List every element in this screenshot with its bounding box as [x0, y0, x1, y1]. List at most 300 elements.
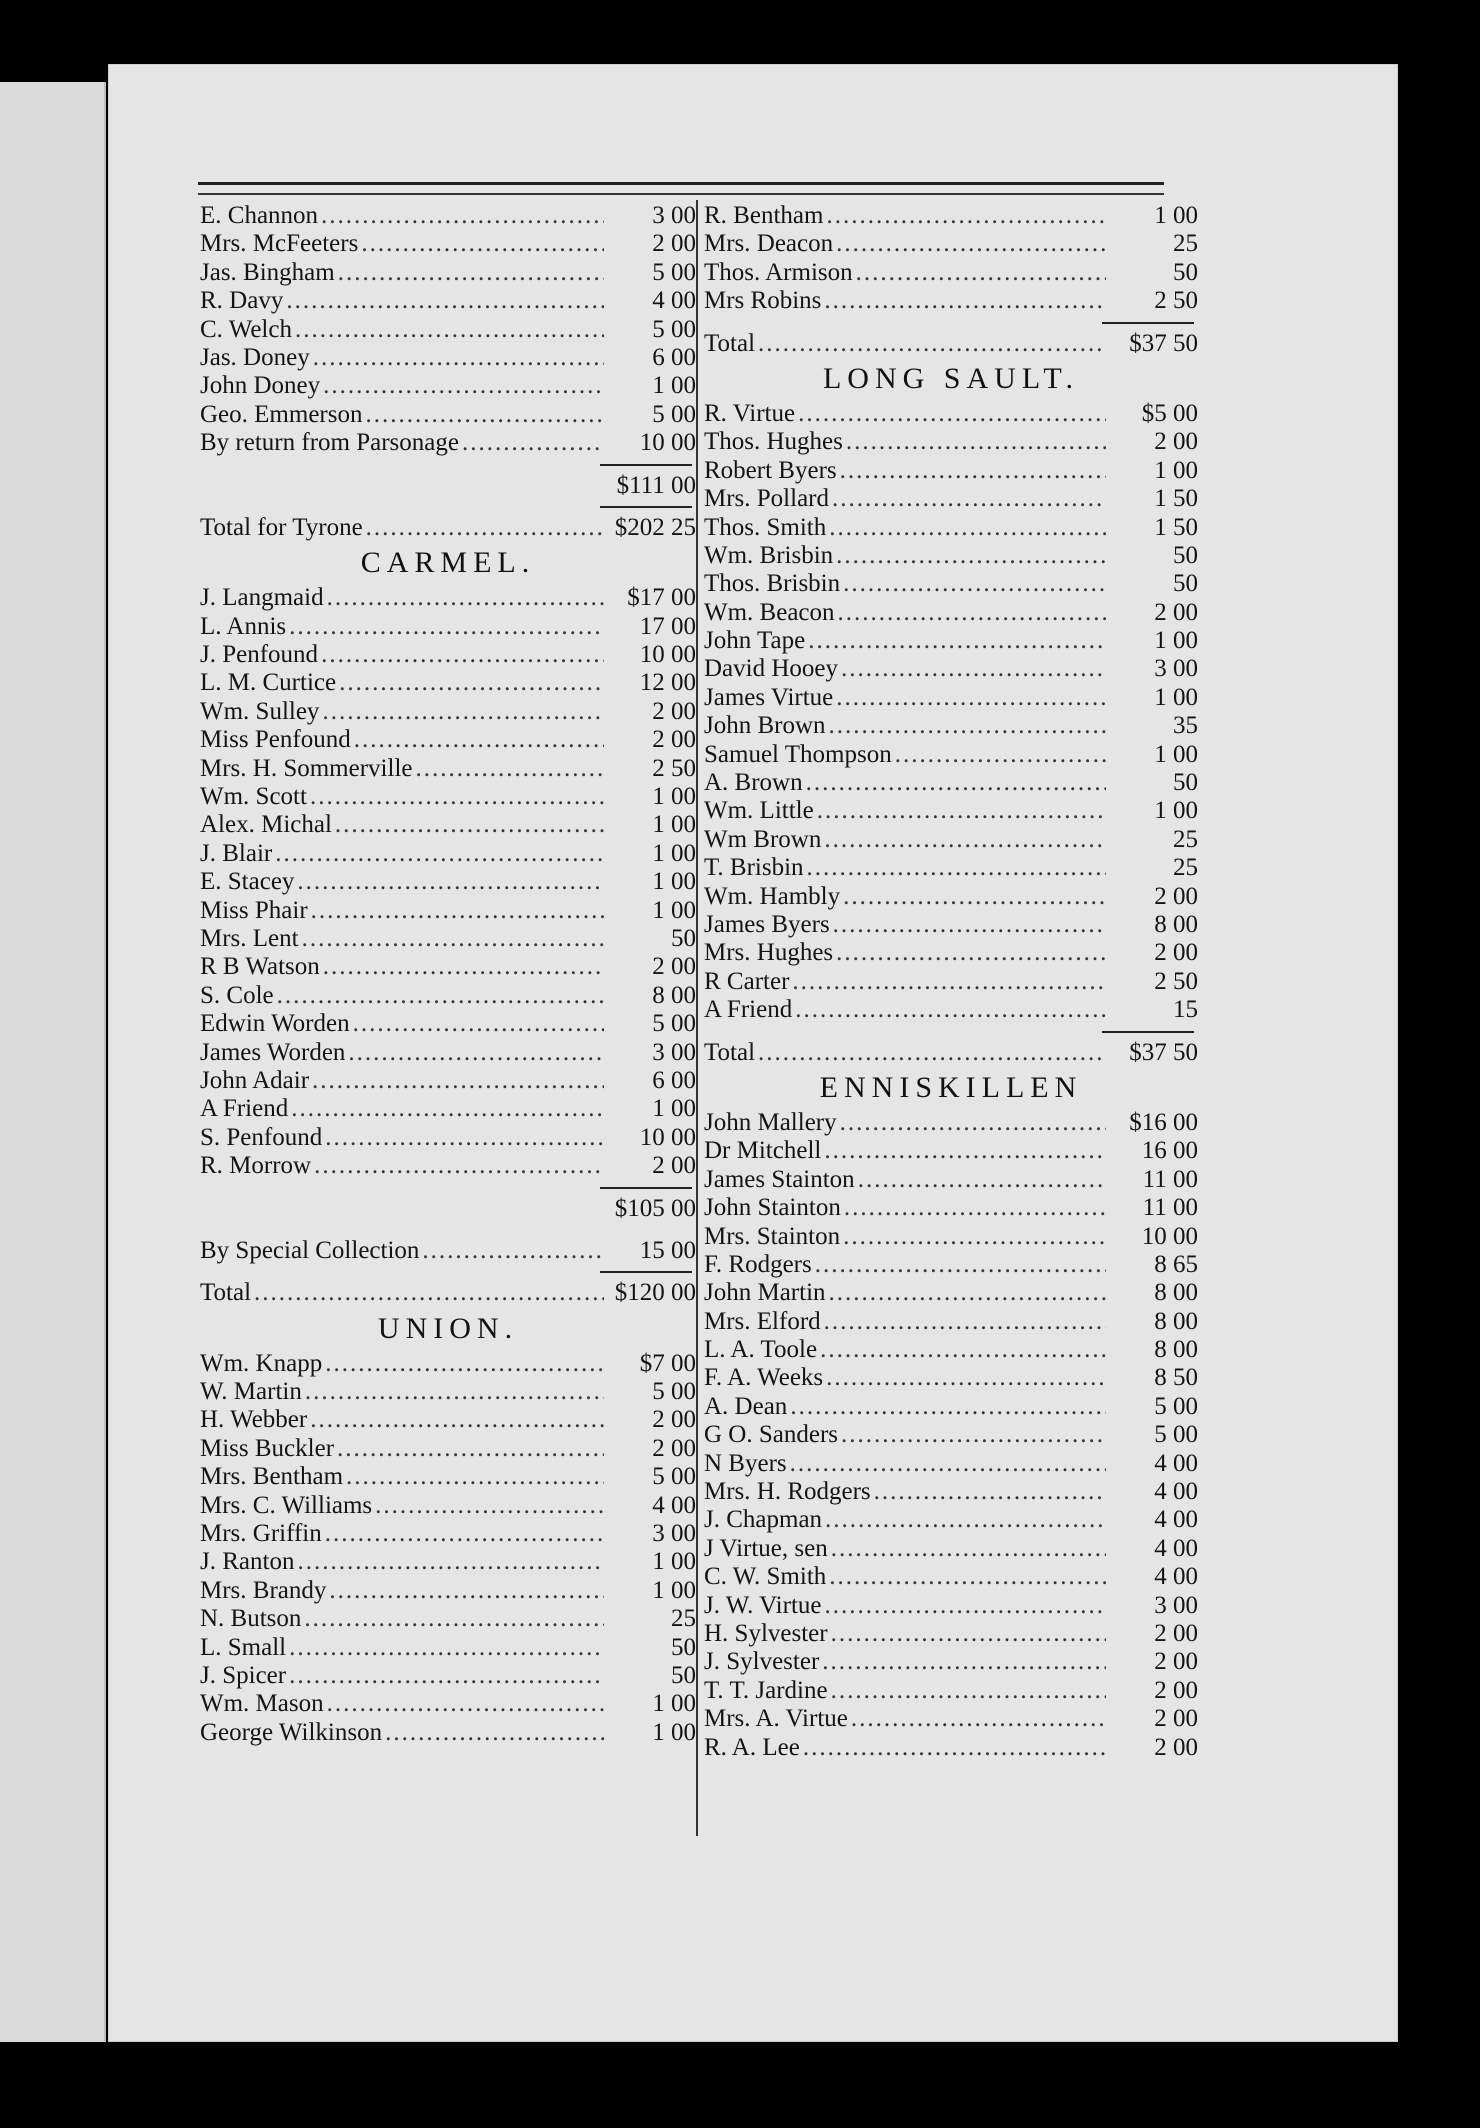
list-item [704, 400, 1198, 428]
total-label: Total [200, 1279, 252, 1307]
list-item [200, 1406, 696, 1434]
entry-name: Mrs. H. Sommerville [200, 754, 413, 782]
entry-name: J. Chapman [704, 1506, 823, 1534]
dot-leader [354, 726, 604, 754]
entry-name: George Wilkinson [200, 1718, 383, 1746]
entry-name: L. Annis [200, 612, 287, 640]
list-item [704, 769, 1198, 797]
list-item [200, 1124, 696, 1152]
entry-amount: 2 00 [1154, 882, 1198, 910]
entry-name: T. T. Jardine [704, 1676, 828, 1704]
dot-leader [792, 968, 1106, 996]
entry-name: R Carter [704, 967, 790, 995]
dot-leader [836, 684, 1106, 712]
entry-amount: 2 00 [652, 1406, 696, 1434]
list-item [200, 669, 696, 697]
total-amount: $37 50 [1129, 329, 1198, 357]
dot-leader [337, 1435, 604, 1463]
list-item [704, 1223, 1198, 1251]
entry-name: James Virtue [704, 683, 834, 711]
entry-name: H. Webber [200, 1406, 308, 1434]
dot-leader [375, 1492, 604, 1520]
list-item [704, 684, 1198, 712]
entry-name: W. Martin [200, 1378, 302, 1406]
list-item [200, 584, 696, 612]
entry-amount: 8 50 [1154, 1364, 1198, 1392]
list-item [200, 641, 696, 669]
entry-amount: 2 00 [652, 726, 696, 754]
dot-leader [824, 1308, 1106, 1336]
entry-name: J. Spicer [200, 1661, 287, 1689]
entry-amount: 2 00 [652, 697, 696, 725]
entry-amount: 1 00 [1154, 740, 1198, 768]
list-item [200, 1152, 696, 1180]
entry-name: Edwin Worden [200, 1010, 350, 1038]
total-label: Total for Tyrone [200, 513, 363, 541]
list-item [704, 741, 1198, 769]
entry-name: Thos. Brisbin [704, 570, 841, 598]
entry-amount: 2 00 [652, 953, 696, 981]
entry-amount: 2 00 [652, 1434, 696, 1462]
dot-leader [416, 755, 605, 783]
dot-leader [312, 1067, 604, 1095]
list-item [704, 1393, 1198, 1421]
entry-name: F. A. Weeks [704, 1364, 824, 1392]
dot-leader [790, 1393, 1106, 1421]
entry-name: Wm. Hambly [704, 882, 841, 910]
list-item [200, 230, 696, 258]
dot-leader [824, 287, 1106, 315]
dot-leader [321, 202, 604, 230]
entry-amount: 50 [671, 1661, 696, 1689]
list-item [200, 1662, 696, 1690]
entry-name: Miss Buckler [200, 1434, 335, 1462]
entry-amount: 16 00 [1141, 1137, 1198, 1165]
entry-amount: 25 [671, 1605, 696, 1633]
entry-name: T. Brisbin [704, 854, 804, 882]
dot-leader [856, 259, 1106, 287]
entry-amount: 5 00 [652, 400, 696, 428]
list-item [200, 726, 696, 754]
list-item [200, 613, 696, 641]
entry-name: John Mallery [704, 1108, 837, 1136]
entry-amount: $5 00 [1141, 399, 1198, 427]
entry-name: Mrs. McFeeters [200, 230, 359, 258]
carmel-subtotal [200, 1195, 696, 1223]
entry-amount: 2 00 [652, 1152, 696, 1180]
entry-amount: 4 00 [652, 1491, 696, 1519]
entry-amount: 1 50 [1154, 513, 1198, 541]
dot-leader [843, 1223, 1106, 1251]
entry-name: J. Blair [200, 839, 273, 867]
entry-amount: 2 00 [1154, 1733, 1198, 1761]
list-item [200, 259, 696, 287]
entry-amount: 3 00 [1154, 1591, 1198, 1619]
dot-leader [815, 1251, 1106, 1279]
dot-leader [329, 1577, 604, 1605]
entry-amount: 50 [1173, 570, 1198, 598]
entry-amount: 8 00 [1154, 1279, 1198, 1307]
dot-leader [297, 868, 604, 896]
entry-name: J. Penfound [200, 641, 319, 669]
list-item [704, 797, 1198, 825]
dot-leader [826, 1364, 1106, 1392]
dot-leader [295, 316, 604, 344]
dot-leader [807, 854, 1106, 882]
dot-leader [365, 401, 604, 429]
entry-amount: 50 [1173, 258, 1198, 286]
list-item [704, 457, 1198, 485]
entry-name: John Brown [704, 712, 826, 740]
dot-leader [843, 883, 1106, 911]
entry-name: J Virtue, sen [704, 1534, 828, 1562]
list-item [704, 1563, 1198, 1591]
dot-leader [361, 230, 604, 258]
entry-name: Thos. Hughes [704, 428, 843, 456]
entry-amount: 11 00 [1142, 1165, 1198, 1193]
entry-amount: 1 00 [652, 1576, 696, 1604]
list-item [704, 1677, 1198, 1705]
list-item [200, 1690, 696, 1718]
entry-name: S. Penfound [200, 1123, 323, 1151]
section-heading-long-sault: LONG SAULT. [822, 361, 1079, 395]
list-item [200, 1577, 696, 1605]
list-item [200, 287, 696, 315]
section-heading-union: UNION. [377, 1311, 519, 1345]
entry-amount: 4 00 [1154, 1449, 1198, 1477]
entry-amount: 1 00 [652, 783, 696, 811]
entry-amount: 1 00 [652, 868, 696, 896]
list-item [704, 259, 1198, 287]
total-amount: $120 00 [614, 1279, 696, 1307]
list-item [704, 1166, 1198, 1194]
list-item [200, 1435, 696, 1463]
entry-name: Jas. Doney [200, 343, 310, 371]
list-item [704, 599, 1198, 627]
list-item [704, 428, 1198, 456]
entry-name: L. A. Toole [704, 1336, 818, 1364]
list-item [200, 1634, 696, 1662]
entry-amount: 5 00 [652, 1378, 696, 1406]
dot-leader [339, 669, 604, 697]
list-item [704, 1734, 1198, 1762]
entry-name: G O. Sanders [704, 1421, 839, 1449]
list-item [200, 1067, 696, 1095]
entry-name: Geo. Emmerson [200, 400, 363, 428]
entry-name: Wm. Knapp [200, 1349, 323, 1377]
dot-leader [310, 783, 604, 811]
dot-leader [822, 1648, 1106, 1676]
entry-name: Miss Penfound [200, 726, 351, 754]
entry-amount: 6 00 [652, 1066, 696, 1094]
entry-name: David Hooey [704, 655, 838, 683]
dot-leader [844, 1194, 1106, 1222]
entry-name: Jas. Bingham [200, 258, 335, 286]
entry-name: Mrs. Bentham [200, 1463, 344, 1491]
entry-name: Samuel Thompson [704, 740, 892, 768]
list-item [704, 1109, 1198, 1137]
entry-name: Dr Mitchell [704, 1137, 822, 1165]
entry-amount: $7 00 [639, 1349, 696, 1377]
list-item [704, 1506, 1198, 1534]
entry-amount: 15 00 [639, 1236, 696, 1264]
entry-amount: 5 00 [652, 315, 696, 343]
dot-leader [304, 1605, 604, 1633]
entry-name: John Doney [200, 372, 321, 400]
list-item [704, 1421, 1198, 1449]
entry-amount: 1 00 [1154, 627, 1198, 655]
dot-leader [841, 655, 1106, 683]
entry-amount: 1 00 [652, 1095, 696, 1123]
entry-amount: 10 00 [1141, 1222, 1198, 1250]
list-item [704, 202, 1198, 230]
list-item [200, 1350, 696, 1378]
top-double-rule [198, 182, 1164, 195]
list-item [200, 1605, 696, 1633]
entry-amount: 1 50 [1154, 485, 1198, 513]
dot-leader [832, 485, 1106, 513]
dot-leader [348, 1039, 604, 1067]
subtotal-rule [200, 1265, 696, 1279]
entry-amount: 3 00 [652, 1038, 696, 1066]
entry-amount: 5 00 [1154, 1421, 1198, 1449]
dot-leader [305, 1378, 604, 1406]
entry-name: By return from Parsonage [200, 429, 459, 457]
special-collection [200, 1237, 696, 1265]
dot-leader [338, 259, 604, 287]
list-item [200, 1719, 696, 1747]
entry-name: R. A. Lee [704, 1733, 800, 1761]
list-item [200, 840, 696, 868]
entry-name: John Tape [704, 627, 806, 655]
subtotal-rule [200, 500, 696, 514]
dot-leader [289, 613, 604, 641]
dot-leader [291, 1095, 604, 1123]
list-item [704, 968, 1198, 996]
list-item [704, 911, 1198, 939]
entry-amount: 8 00 [1154, 1307, 1198, 1335]
list-item [704, 996, 1198, 1024]
entry-amount: 3 00 [652, 202, 696, 229]
list-item [704, 826, 1198, 854]
entry-amount: 2 00 [1154, 1619, 1198, 1647]
entry-name: Thos. Smith [704, 513, 827, 541]
subtotal-amount: $105 00 [614, 1194, 696, 1222]
dot-leader [833, 911, 1106, 939]
entry-name: J. Langmaid [200, 584, 324, 612]
section-heading-carmel: CARMEL. [360, 546, 536, 580]
entry-name: Mrs. Griffin [200, 1520, 322, 1548]
dot-leader [825, 1506, 1106, 1534]
list-item [200, 698, 696, 726]
entry-name: Mrs. Elford [704, 1307, 821, 1335]
entry-name: Thos. Armison [704, 258, 853, 286]
entry-name: E. Channon [200, 202, 319, 229]
entry-amount: 11 00 [1142, 1194, 1198, 1222]
list-item [200, 953, 696, 981]
dot-leader [385, 1719, 604, 1747]
entry-amount: 1 00 [652, 896, 696, 924]
entry-name: Alex. Michal [200, 811, 332, 839]
entry-name: A. Brown [704, 769, 803, 797]
dot-leader [829, 712, 1106, 740]
entry-amount: 2 00 [1154, 1705, 1198, 1733]
list-item [200, 925, 696, 953]
list-item [704, 939, 1198, 967]
entry-name: Wm Brown [704, 825, 822, 853]
dot-leader [325, 1124, 604, 1152]
dot-leader [289, 1662, 604, 1690]
entry-name: A. Dean [704, 1392, 788, 1420]
list-item [200, 1520, 696, 1548]
dot-leader [840, 457, 1106, 485]
entry-name: Mrs. Stainton [704, 1222, 841, 1250]
list-item [200, 401, 696, 429]
list-item [704, 1648, 1198, 1676]
entry-amount: 50 [1173, 769, 1198, 797]
list-item [704, 1137, 1198, 1165]
entry-name: L. Small [200, 1633, 287, 1661]
entry-amount: 5 00 [652, 1010, 696, 1038]
dot-leader [824, 1137, 1106, 1165]
dot-leader [838, 599, 1106, 627]
dot-leader [846, 428, 1106, 456]
entry-name: A Friend [200, 1095, 289, 1123]
dot-leader [297, 1548, 604, 1576]
entry-amount: 1 00 [652, 811, 696, 839]
entry-name: Mrs. Brandy [200, 1576, 327, 1604]
dot-leader [820, 1336, 1106, 1364]
dot-leader [289, 1634, 604, 1662]
list-item [704, 1364, 1198, 1392]
entry-name: By Special Collection [200, 1236, 420, 1264]
list-item [704, 1705, 1198, 1733]
list-item [704, 1450, 1198, 1478]
entry-amount: 10 00 [639, 429, 696, 457]
list-item [200, 1463, 696, 1491]
entry-amount: 2 00 [1154, 1676, 1198, 1704]
entry-name: Wm. Beacon [704, 598, 835, 626]
dot-leader [314, 1152, 604, 1180]
list-item [200, 1548, 696, 1576]
dot-leader [346, 1463, 604, 1491]
list-item [704, 712, 1198, 740]
entry-name: J. Ranton [200, 1548, 295, 1576]
list-item [704, 655, 1198, 683]
list-item [200, 429, 696, 457]
list-item [704, 1279, 1198, 1307]
dot-leader [313, 344, 604, 372]
dot-leader [798, 400, 1106, 428]
entry-name: Mrs. Hughes [704, 939, 834, 967]
entry-name: Mrs. A. Virtue [704, 1705, 848, 1733]
entry-name: Mrs. C. Williams [200, 1491, 373, 1519]
entry-amount: 2 50 [1154, 287, 1198, 315]
list-item [704, 514, 1198, 542]
total-label: Total [704, 1038, 756, 1066]
entry-amount: 4 00 [652, 287, 696, 315]
entry-amount: 1 00 [652, 1548, 696, 1576]
entry-amount: 25 [1173, 230, 1198, 258]
dot-leader [831, 1677, 1106, 1705]
list-item [704, 1592, 1198, 1620]
list-item [704, 883, 1198, 911]
dot-leader [275, 840, 604, 868]
entry-name: R. Morrow [200, 1152, 312, 1180]
entry-amount: 1 00 [1154, 456, 1198, 484]
list-item [200, 897, 696, 925]
subtotal-rule [704, 316, 1198, 330]
entry-name: R. Virtue [704, 399, 796, 427]
dot-leader [353, 1010, 604, 1038]
entry-amount: 2 50 [1154, 967, 1198, 995]
dot-leader [829, 1279, 1106, 1307]
list-item [200, 1492, 696, 1520]
total-amount: $202 25 [614, 513, 696, 541]
entry-amount: 2 00 [1154, 428, 1198, 456]
right-column [704, 202, 1198, 1762]
dot-leader [323, 372, 604, 400]
dot-leader [831, 1620, 1106, 1648]
entry-amount: 1 00 [1154, 202, 1198, 229]
entry-amount: 3 00 [652, 1520, 696, 1548]
list-item [200, 755, 696, 783]
entry-name: R B Watson [200, 953, 320, 981]
dot-leader [851, 1705, 1106, 1733]
entry-name: H. Sylvester [704, 1619, 828, 1647]
entry-name: James Worden [200, 1038, 346, 1066]
total-amount: $37 50 [1129, 1038, 1198, 1066]
list-item [704, 287, 1198, 315]
entry-amount: 15 [1173, 996, 1198, 1024]
dot-leader [836, 542, 1106, 570]
entry-name: John Stainton [704, 1194, 841, 1222]
list-item [200, 1010, 696, 1038]
entry-amount: 17 00 [639, 612, 696, 640]
dot-leader [286, 287, 604, 315]
subtotal-amount: $111 00 [616, 471, 696, 499]
dot-leader [824, 826, 1106, 854]
dot-leader [817, 797, 1106, 825]
entry-amount: 1 00 [652, 1718, 696, 1746]
dot-leader [825, 1592, 1107, 1620]
list-item [200, 982, 696, 1010]
dot-leader [758, 330, 1106, 358]
long-sault-total [704, 1039, 1198, 1067]
entry-amount: 1 00 [652, 839, 696, 867]
entry-amount: 25 [1173, 825, 1198, 853]
list-item [200, 868, 696, 896]
dot-leader [321, 641, 604, 669]
entry-name: S. Cole [200, 981, 274, 1009]
dot-leader [325, 1520, 604, 1548]
dot-leader [795, 996, 1106, 1024]
dot-leader [462, 429, 604, 457]
entry-amount: 25 [1173, 854, 1198, 882]
entry-amount: 3 00 [1154, 655, 1198, 683]
dot-leader [277, 982, 604, 1010]
list-item [704, 542, 1198, 570]
dot-leader [874, 1478, 1106, 1506]
entry-name: James Stainton [704, 1165, 855, 1193]
entry-amount: $16 00 [1129, 1108, 1198, 1136]
entry-name: C. Welch [200, 315, 292, 343]
list-item [200, 1095, 696, 1123]
entry-amount: 8 00 [1154, 1336, 1198, 1364]
total-label: Total [704, 329, 756, 357]
list-item [704, 570, 1198, 598]
entry-name: Wm. Mason [200, 1690, 324, 1718]
